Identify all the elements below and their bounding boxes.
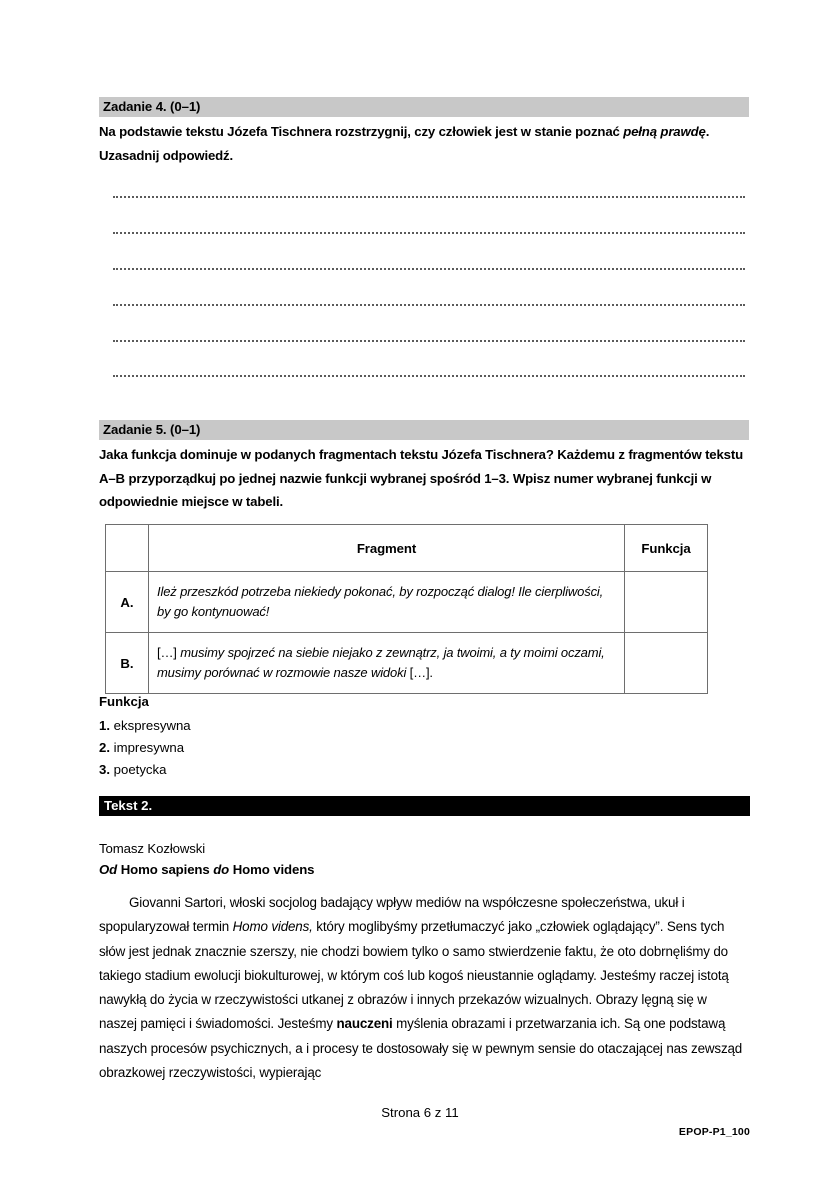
row-answer-box-a[interactable] xyxy=(625,572,708,633)
text-2-author: Tomasz Kozłowski xyxy=(99,841,206,856)
row-fragment-a-text: Ileż przeszkód potrzeba niekiedy pokonać, by rozpocząć dialog! Ile cierpliwości, by go kontynuować! xyxy=(157,584,604,619)
body-term-homo-videns: Homo videns, xyxy=(232,919,313,935)
table-header-blank xyxy=(106,525,149,572)
row-fragment-a xyxy=(149,572,625,633)
task-5-instruction: Jaka funkcja dominuje w podanych fragmentach tekstu Józefa Tischnera? Każdemu z fragmentów tekstu A–B przyporządkuj po jednej nazwie funkcji wybranej spośród 1–3. Wpisz numer wybranej funkcji w odpowiednie miejsce w tabeli. xyxy=(99,447,744,509)
table-header-fragment: Fragment xyxy=(149,525,625,572)
fragment-function-table-wrapper xyxy=(105,524,708,694)
table-row xyxy=(106,633,708,694)
text-2-title xyxy=(99,859,745,880)
answer-line-3[interactable] xyxy=(113,268,745,270)
text-2-body-paragraph xyxy=(99,891,745,1085)
task-5-header-bar xyxy=(99,420,749,440)
text-2-banner xyxy=(99,796,750,816)
task-4-instruction-part1: Na podstawie tekstu Józefa Tischnera rozstrzygnij, czy człowiek jest w stanie poznać xyxy=(99,124,624,139)
legend-item-3-number: 3. xyxy=(99,762,110,777)
task-4-instruction xyxy=(99,117,745,167)
task-4-header-label: Zadanie 4. (0–1) xyxy=(103,99,201,114)
sheet-code: EPOP-P1_100 xyxy=(678,1126,750,1138)
row-letter-a: A. xyxy=(106,572,149,633)
row-fragment-b xyxy=(149,633,625,694)
legend-item-2-label: impresywna xyxy=(113,740,185,755)
text-2-title-italic-2: do xyxy=(213,862,230,877)
legend-item-1 xyxy=(99,715,745,737)
body-emphasis-nauczeni: nauczeni xyxy=(336,1016,393,1032)
legend-item-3 xyxy=(99,759,745,781)
legend-title: Funkcja xyxy=(99,694,149,709)
fragment-function-table xyxy=(105,524,708,694)
legend-item-1-number: 1. xyxy=(99,718,110,733)
page-number: Strona 6 z 11 xyxy=(381,1105,459,1120)
answer-line-2[interactable] xyxy=(113,232,745,234)
body-seg-1: Giovanni Sartori, włoski socjolog badający wpływ mediów na współczesne społeczeństwa, ukuł i spopularyzował termin xyxy=(99,895,685,935)
text-2-title-roman-2: Homo videns xyxy=(229,862,315,877)
task-5-header-label: Zadanie 5. (0–1) xyxy=(103,422,201,437)
table-row xyxy=(106,572,708,633)
answer-line-6[interactable] xyxy=(113,375,745,377)
legend-item-2 xyxy=(99,737,745,759)
function-legend-list xyxy=(99,715,745,781)
row-fragment-b-prefix: […] xyxy=(157,645,181,660)
answer-line-1[interactable] xyxy=(113,196,745,198)
legend-item-1-label: ekspresywna xyxy=(113,718,191,733)
row-answer-box-b[interactable] xyxy=(625,633,708,694)
row-letter-b: B. xyxy=(106,633,149,694)
body-seg-2: który moglibyśmy przetłumaczyć jako „człowiek oglądający”. Sens tych słów jest jednak znacznie szerszy, nie chodzi bowiem tylko o samo stwierdzenie faktu, że oto dobrnęliśmy do takiego stadium ewolucji biokulturowej, w którym coś lub kogoś nieustannie oglądamy. Jesteśmy raczej istotą nawykłą do życia w rzeczywistości utkanej z obrazów i innych przekazów wizualnych. Obrazy lęgną się w naszej pamięci i świadomości. Jesteśmy xyxy=(99,919,729,1032)
task-4-instruction-part2: . Uzasadnij odpowiedź. xyxy=(99,124,710,163)
text-2-title-roman-1: Homo sapiens xyxy=(117,862,214,877)
row-fragment-b-suffix: […]. xyxy=(409,665,433,680)
answer-line-4[interactable] xyxy=(113,304,745,306)
task-4-header-bar xyxy=(99,97,749,117)
table-header-row xyxy=(106,525,708,572)
row-fragment-b-text: musimy spojrzeć na siebie niejako z zewnątrz, ja twoimi, a ty moimi oczami, musimy porównać w rozmowie nasze widoki xyxy=(157,645,605,680)
table-header-funkcja: Funkcja xyxy=(625,525,708,572)
text-2-title-italic-1: Od xyxy=(99,862,118,877)
text-2-banner-label: Tekst 2. xyxy=(104,798,153,813)
task-4-instruction-emphasis: pełną prawdę xyxy=(623,124,706,139)
legend-item-3-label: poetycka xyxy=(113,762,167,777)
body-seg-3: myślenia obrazami i przetwarzania ich. Są one podstawą naszych procesów psychicznych, a i procesy te dostosowały się w pewnym sensie do otaczającej nas zewsząd obrazkowej rzeczywistości, wypierając xyxy=(99,1016,743,1081)
answer-line-5[interactable] xyxy=(113,340,745,342)
legend-item-2-number: 2. xyxy=(99,740,110,755)
